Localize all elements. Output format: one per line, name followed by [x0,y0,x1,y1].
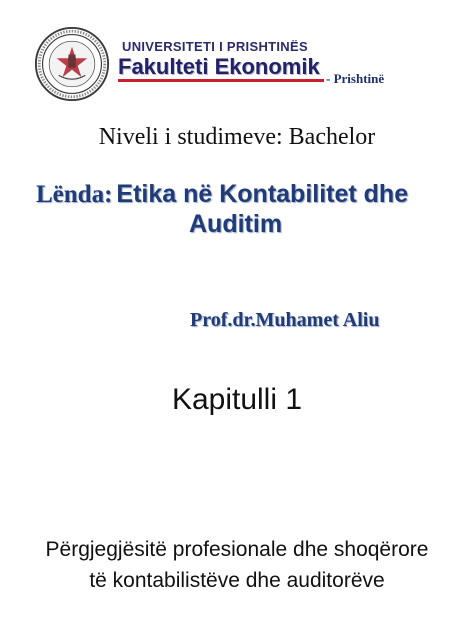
faculty-name: Fakulteti Ekonomik [118,54,320,79]
university-name: UNIVERSITETI I PRISHTINËS [122,39,308,54]
subject-prefix: Lënda: [36,181,113,208]
chapter-title: Kapitulli 1 [171,383,303,416]
faculty-underline [118,79,324,82]
subject-line-1 [36,180,456,209]
university-seal-icon [34,26,110,102]
professor-name: Prof.dr.Muhamet Aliu [190,309,380,331]
subject-title-line-1: Etika në Kontabilitet dhe [116,180,409,208]
subject-heading [36,180,456,239]
topic-line-1: Përgjegjësitë profesionale dhe shoqërore [45,538,429,561]
study-level: Niveli i studimeve: Bachelor [98,124,376,150]
topic-line-2: të kontabilistëve dhe auditorëve [89,569,385,592]
subject-title-line-2: Auditim [189,210,283,238]
chapter-topic [0,534,474,596]
city-label: - Prishtinë [326,71,385,86]
